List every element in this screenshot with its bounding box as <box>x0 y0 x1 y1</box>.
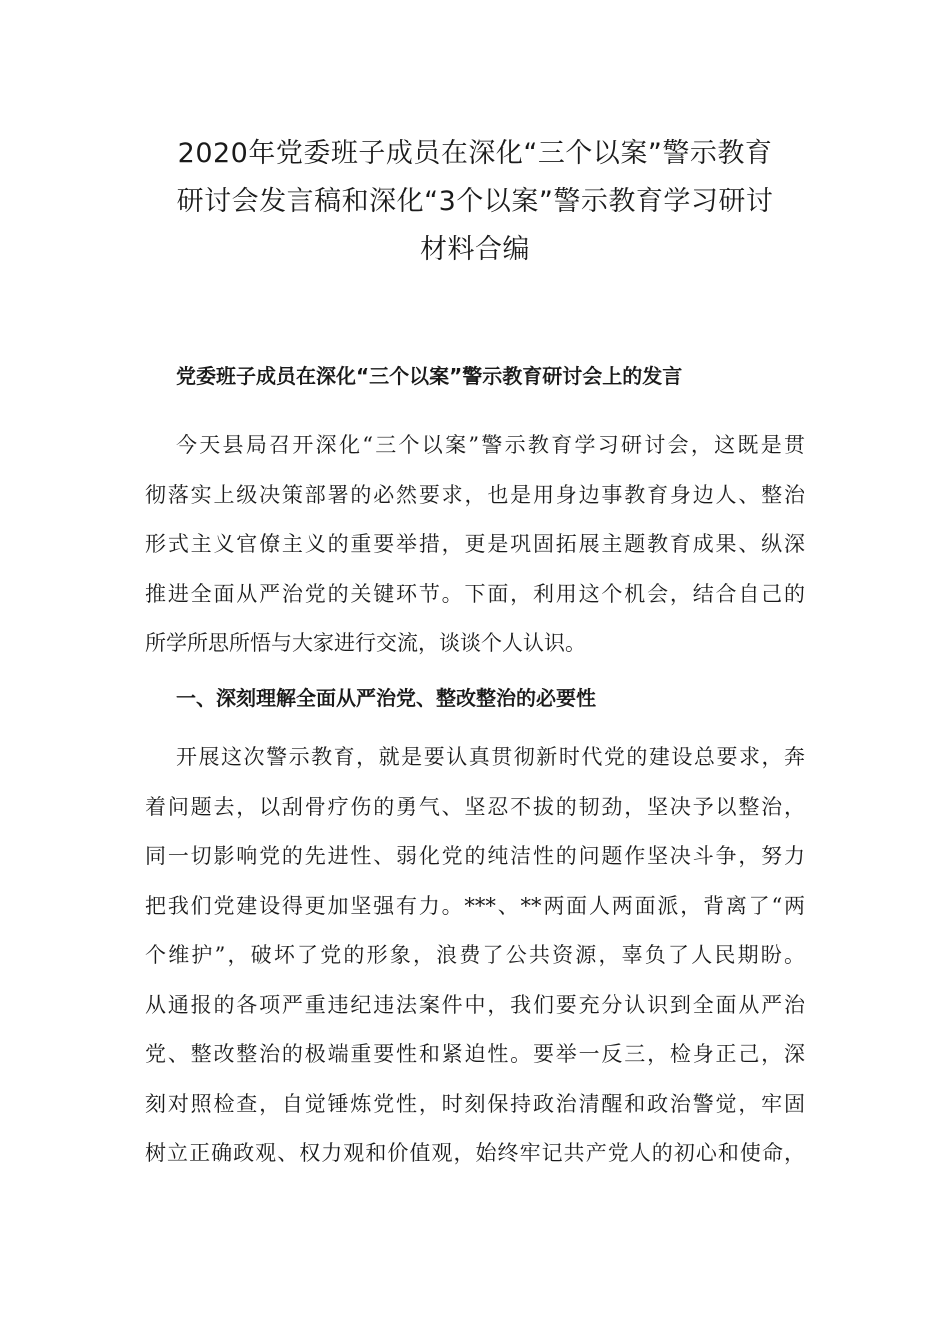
subheading: 一、深刻理解全面从严治党、整改整治的必要性 <box>176 686 596 710</box>
paragraph-line: 形式主义官僚主义的重要举措，更是巩固拓展主题教育成果、纵深 <box>145 532 805 556</box>
paragraph-line: 开展这次警示教育，就是要认真贯彻新时代党的建设总要求，奔 <box>176 745 805 769</box>
paragraph-intro <box>145 421 805 669</box>
paragraph-line: 个维护”，破坏了党的形象，浪费了公共资源，辜负了人民期盼。 <box>145 943 805 967</box>
paragraph-line: 彻落实上级决策部署的必然要求，也是用身边事教育身边人、整治 <box>145 482 805 507</box>
paragraph-line: 推进全面从严治党的关键环节。下面，利用这个机会，结合自己的 <box>145 581 805 606</box>
paragraph-line: 把我们党建设得更加坚强有力。***、**两面人两面派，背离了“两 <box>145 893 805 918</box>
paragraph-line: 刻对照检查，自觉锤炼党性，时刻保持政治清醒和政治警觉，牢固 <box>145 1091 805 1116</box>
section-heading: 党委班子成员在深化“三个以案”警示教育研讨会上的发言 <box>176 364 683 388</box>
document-title <box>130 130 820 274</box>
title-line: 材料合编 <box>420 234 530 265</box>
paragraph-line: 党、整改整治的极端重要性和紧迫性。要举一反三，检身正己，深 <box>145 1042 805 1066</box>
paragraph-line: 着问题去，以刮骨疗伤的勇气、坚忍不拔的韧劲，坚决予以整治， <box>145 794 805 819</box>
title-line: 2020年党委班子成员在深化“三个以案”警示教育 <box>177 138 773 169</box>
paragraph-line: 同一切影响党的先进性、弱化党的纯洁性的问题作坚决斗争，努力 <box>145 844 805 868</box>
paragraph-line: 所学所思所悟与大家进行交流，谈谈个人认识。 <box>145 631 586 655</box>
title-line: 研讨会发言稿和深化“3个以案”警示教育学习研讨 <box>176 186 774 217</box>
paragraph-line: 从通报的各项严重违纪违法案件中，我们要充分认识到全面从严治 <box>145 992 805 1017</box>
paragraph-line: 今天县局召开深化“三个以案”警示教育学习研讨会，这既是贯 <box>176 433 805 457</box>
paragraph-line: 树立正确政观、权力观和价值观，始终牢记共产党人的初心和使命， <box>145 1141 805 1165</box>
paragraph-body <box>145 733 805 1179</box>
